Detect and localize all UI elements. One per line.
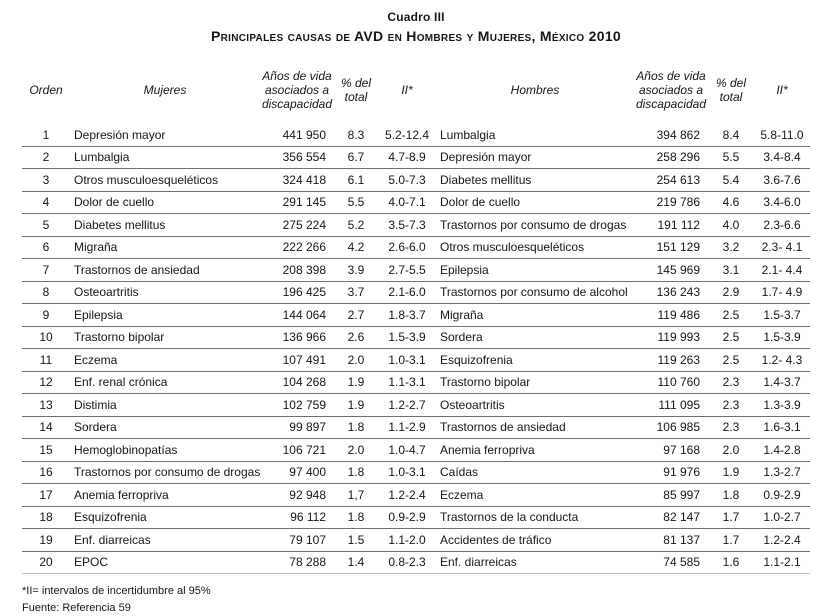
hombres-avd-cell: 85 997 bbox=[634, 488, 708, 502]
mujeres-causa-cell: Osteoartritis bbox=[70, 285, 260, 299]
table-row bbox=[22, 327, 810, 350]
mujeres-avd-cell: 275 224 bbox=[260, 218, 334, 232]
orden-cell: 12 bbox=[22, 375, 70, 389]
hombres-avd-cell: 110 760 bbox=[634, 375, 708, 389]
mujeres-ii-cell: 1.1-2.0 bbox=[378, 533, 436, 547]
orden-cell: 8 bbox=[22, 285, 70, 299]
mujeres-ii-cell: 1.2-2.7 bbox=[378, 398, 436, 412]
hombres-avd-cell: 151 129 bbox=[634, 240, 708, 254]
mujeres-avd-cell: 107 491 bbox=[260, 353, 334, 367]
orden-cell: 2 bbox=[22, 150, 70, 164]
mujeres-causa-cell: Lumbalgia bbox=[70, 150, 260, 164]
hombres-causa-cell: Diabetes mellitus bbox=[436, 173, 634, 187]
orden-cell: 1 bbox=[22, 128, 70, 142]
orden-cell: 13 bbox=[22, 398, 70, 412]
mujeres-avd-cell: 106 721 bbox=[260, 443, 334, 457]
mujeres-causa-cell: Otros musculoesqueléticos bbox=[70, 173, 260, 187]
hombres-avd-cell: 254 613 bbox=[634, 173, 708, 187]
mujeres-avd-cell: 99 897 bbox=[260, 420, 334, 434]
column-header-hombres: Hombres bbox=[436, 83, 634, 97]
mujeres-pct-cell: 1.8 bbox=[334, 465, 378, 479]
avd-table bbox=[22, 58, 810, 574]
mujeres-pct-cell: 3.9 bbox=[334, 263, 378, 277]
footnote-source: Fuente: Referencia 59 bbox=[22, 600, 810, 616]
mujeres-causa-cell: Enf. diarreicas bbox=[70, 533, 260, 547]
hombres-causa-cell: Caídas bbox=[436, 465, 634, 479]
mujeres-avd-cell: 78 288 bbox=[260, 555, 334, 569]
hombres-causa-cell: Accidentes de tráfico bbox=[436, 533, 634, 547]
hombres-causa-cell: Anemia ferropriva bbox=[436, 443, 634, 457]
hombres-causa-cell: Sordera bbox=[436, 330, 634, 344]
mujeres-avd-cell: 208 398 bbox=[260, 263, 334, 277]
hombres-avd-cell: 136 243 bbox=[634, 285, 708, 299]
hombres-pct-cell: 4.0 bbox=[708, 218, 754, 232]
hombres-pct-cell: 3.1 bbox=[708, 263, 754, 277]
column-header-pct-mujeres: % del total bbox=[334, 76, 378, 104]
table-row bbox=[22, 529, 810, 552]
mujeres-pct-cell: 1.8 bbox=[334, 510, 378, 524]
mujeres-avd-cell: 96 112 bbox=[260, 510, 334, 524]
mujeres-causa-cell: Depresión mayor bbox=[70, 128, 260, 142]
orden-cell: 4 bbox=[22, 195, 70, 209]
mujeres-causa-cell: Trastornos de ansiedad bbox=[70, 263, 260, 277]
mujeres-pct-cell: 1.4 bbox=[334, 555, 378, 569]
hombres-causa-cell: Trastornos por consumo de drogas bbox=[436, 218, 634, 232]
hombres-ii-cell: 1.5-3.9 bbox=[754, 330, 810, 344]
hombres-pct-cell: 8.4 bbox=[708, 128, 754, 142]
orden-cell: 5 bbox=[22, 218, 70, 232]
mujeres-pct-cell: 4.2 bbox=[334, 240, 378, 254]
hombres-causa-cell: Epilepsia bbox=[436, 263, 634, 277]
mujeres-ii-cell: 1.2-2.4 bbox=[378, 488, 436, 502]
hombres-pct-cell: 5.4 bbox=[708, 173, 754, 187]
hombres-ii-cell: 2.3-6.6 bbox=[754, 218, 810, 232]
hombres-avd-cell: 106 985 bbox=[634, 420, 708, 434]
column-header-pct-hombres: % del total bbox=[708, 76, 754, 104]
hombres-ii-cell: 1.5-3.7 bbox=[754, 308, 810, 322]
table-row bbox=[22, 237, 810, 260]
hombres-ii-cell: 3.6-7.6 bbox=[754, 173, 810, 187]
hombres-ii-cell: 5.8-11.0 bbox=[754, 128, 810, 142]
hombres-causa-cell: Migraña bbox=[436, 308, 634, 322]
hombres-avd-cell: 91 976 bbox=[634, 465, 708, 479]
orden-cell: 16 bbox=[22, 465, 70, 479]
table-row bbox=[22, 259, 810, 282]
hombres-pct-cell: 2.5 bbox=[708, 330, 754, 344]
orden-cell: 9 bbox=[22, 308, 70, 322]
mujeres-avd-cell: 222 266 bbox=[260, 240, 334, 254]
mujeres-avd-cell: 97 400 bbox=[260, 465, 334, 479]
table-number: Cuadro III bbox=[22, 10, 810, 24]
mujeres-pct-cell: 2.6 bbox=[334, 330, 378, 344]
hombres-pct-cell: 2.3 bbox=[708, 420, 754, 434]
table-row bbox=[22, 304, 810, 327]
mujeres-ii-cell: 1.0-3.1 bbox=[378, 465, 436, 479]
hombres-pct-cell: 4.6 bbox=[708, 195, 754, 209]
mujeres-ii-cell: 1.5-3.9 bbox=[378, 330, 436, 344]
hombres-causa-cell: Trastornos de ansiedad bbox=[436, 420, 634, 434]
hombres-avd-cell: 74 585 bbox=[634, 555, 708, 569]
mujeres-pct-cell: 1.9 bbox=[334, 375, 378, 389]
column-header-avd-mujeres: Años de vida asociados a discapacidad bbox=[260, 69, 334, 111]
orden-cell: 18 bbox=[22, 510, 70, 524]
hombres-causa-cell: Enf. diarreicas bbox=[436, 555, 634, 569]
hombres-causa-cell: Esquizofrenia bbox=[436, 353, 634, 367]
table-row bbox=[22, 124, 810, 147]
mujeres-ii-cell: 2.7-5.5 bbox=[378, 263, 436, 277]
mujeres-ii-cell: 1.1-3.1 bbox=[378, 375, 436, 389]
hombres-pct-cell: 1.7 bbox=[708, 533, 754, 547]
mujeres-pct-cell: 2.0 bbox=[334, 443, 378, 457]
hombres-causa-cell: Trastorno bipolar bbox=[436, 375, 634, 389]
mujeres-ii-cell: 1.1-2.9 bbox=[378, 420, 436, 434]
mujeres-ii-cell: 0.8-2.3 bbox=[378, 555, 436, 569]
hombres-pct-cell: 2.3 bbox=[708, 398, 754, 412]
column-header-ii-mujeres: II* bbox=[378, 83, 436, 97]
table-body bbox=[22, 124, 810, 574]
hombres-avd-cell: 97 168 bbox=[634, 443, 708, 457]
mujeres-ii-cell: 3.5-7.3 bbox=[378, 218, 436, 232]
table-row bbox=[22, 372, 810, 395]
hombres-ii-cell: 3.4-6.0 bbox=[754, 195, 810, 209]
table-row bbox=[22, 552, 810, 575]
hombres-avd-cell: 81 137 bbox=[634, 533, 708, 547]
hombres-causa-cell: Trastornos por consumo de alcohol bbox=[436, 285, 634, 299]
hombres-pct-cell: 5.5 bbox=[708, 150, 754, 164]
mujeres-causa-cell: Esquizofrenia bbox=[70, 510, 260, 524]
orden-cell: 11 bbox=[22, 353, 70, 367]
table-row bbox=[22, 282, 810, 305]
hombres-ii-cell: 2.1- 4.4 bbox=[754, 263, 810, 277]
mujeres-avd-cell: 356 554 bbox=[260, 150, 334, 164]
mujeres-avd-cell: 104 268 bbox=[260, 375, 334, 389]
mujeres-avd-cell: 196 425 bbox=[260, 285, 334, 299]
mujeres-avd-cell: 144 064 bbox=[260, 308, 334, 322]
mujeres-ii-cell: 2.6-6.0 bbox=[378, 240, 436, 254]
hombres-pct-cell: 2.5 bbox=[708, 308, 754, 322]
hombres-pct-cell: 2.0 bbox=[708, 443, 754, 457]
hombres-ii-cell: 1.0-2.7 bbox=[754, 510, 810, 524]
hombres-pct-cell: 3.2 bbox=[708, 240, 754, 254]
hombres-avd-cell: 394 862 bbox=[634, 128, 708, 142]
mujeres-ii-cell: 4.0-7.1 bbox=[378, 195, 436, 209]
hombres-ii-cell: 1.2- 4.3 bbox=[754, 353, 810, 367]
hombres-ii-cell: 1.6-3.1 bbox=[754, 420, 810, 434]
orden-cell: 6 bbox=[22, 240, 70, 254]
mujeres-pct-cell: 2.7 bbox=[334, 308, 378, 322]
hombres-ii-cell: 1.1-2.1 bbox=[754, 555, 810, 569]
table-row bbox=[22, 147, 810, 170]
mujeres-ii-cell: 0.9-2.9 bbox=[378, 510, 436, 524]
hombres-causa-cell: Trastornos de la conducta bbox=[436, 510, 634, 524]
column-header-mujeres: Mujeres bbox=[70, 83, 260, 97]
hombres-pct-cell: 1.9 bbox=[708, 465, 754, 479]
table-row bbox=[22, 349, 810, 372]
column-header-avd-hombres: Años de vida asociados a discapacidad bbox=[634, 69, 708, 111]
hombres-ii-cell: 1.4-3.7 bbox=[754, 375, 810, 389]
hombres-ii-cell: 2.3- 4.1 bbox=[754, 240, 810, 254]
hombres-pct-cell: 1.7 bbox=[708, 510, 754, 524]
hombres-causa-cell: Eczema bbox=[436, 488, 634, 502]
mujeres-causa-cell: EPOC bbox=[70, 555, 260, 569]
mujeres-ii-cell: 5.0-7.3 bbox=[378, 173, 436, 187]
hombres-avd-cell: 219 786 bbox=[634, 195, 708, 209]
mujeres-causa-cell: Trastorno bipolar bbox=[70, 330, 260, 344]
table-header-row bbox=[22, 58, 810, 124]
mujeres-pct-cell: 5.2 bbox=[334, 218, 378, 232]
mujeres-causa-cell: Sordera bbox=[70, 420, 260, 434]
table-footnotes bbox=[22, 583, 810, 616]
hombres-pct-cell: 2.5 bbox=[708, 353, 754, 367]
mujeres-ii-cell: 5.2-12.4 bbox=[378, 128, 436, 142]
hombres-ii-cell: 1.4-2.8 bbox=[754, 443, 810, 457]
table-caption bbox=[22, 10, 810, 44]
mujeres-causa-cell: Hemoglobinopatías bbox=[70, 443, 260, 457]
mujeres-causa-cell: Dolor de cuello bbox=[70, 195, 260, 209]
mujeres-causa-cell: Epilepsia bbox=[70, 308, 260, 322]
table-row bbox=[22, 507, 810, 530]
hombres-avd-cell: 145 969 bbox=[634, 263, 708, 277]
hombres-causa-cell: Lumbalgia bbox=[436, 128, 634, 142]
column-header-ii-hombres: II* bbox=[754, 83, 810, 97]
mujeres-avd-cell: 441 950 bbox=[260, 128, 334, 142]
mujeres-pct-cell: 3.7 bbox=[334, 285, 378, 299]
hombres-avd-cell: 111 095 bbox=[634, 398, 708, 412]
orden-cell: 14 bbox=[22, 420, 70, 434]
orden-cell: 10 bbox=[22, 330, 70, 344]
mujeres-causa-cell: Eczema bbox=[70, 353, 260, 367]
mujeres-pct-cell: 1.8 bbox=[334, 420, 378, 434]
orden-cell: 3 bbox=[22, 173, 70, 187]
mujeres-pct-cell: 5.5 bbox=[334, 195, 378, 209]
hombres-causa-cell: Otros musculoesqueléticos bbox=[436, 240, 634, 254]
table-row bbox=[22, 462, 810, 485]
page-title: Principales causas de AVD en Hombres y Mujeres, México 2010 bbox=[22, 28, 810, 44]
mujeres-pct-cell: 6.1 bbox=[334, 173, 378, 187]
mujeres-pct-cell: 2.0 bbox=[334, 353, 378, 367]
mujeres-avd-cell: 79 107 bbox=[260, 533, 334, 547]
mujeres-ii-cell: 2.1-6.0 bbox=[378, 285, 436, 299]
mujeres-pct-cell: 1,7 bbox=[334, 488, 378, 502]
mujeres-avd-cell: 136 966 bbox=[260, 330, 334, 344]
orden-cell: 20 bbox=[22, 555, 70, 569]
table-row bbox=[22, 169, 810, 192]
mujeres-ii-cell: 1.0-4.7 bbox=[378, 443, 436, 457]
mujeres-avd-cell: 92 948 bbox=[260, 488, 334, 502]
mujeres-pct-cell: 1.5 bbox=[334, 533, 378, 547]
hombres-causa-cell: Depresión mayor bbox=[436, 150, 634, 164]
column-header-orden: Orden bbox=[22, 83, 70, 97]
hombres-causa-cell: Osteoartritis bbox=[436, 398, 634, 412]
hombres-pct-cell: 1.8 bbox=[708, 488, 754, 502]
mujeres-avd-cell: 324 418 bbox=[260, 173, 334, 187]
mujeres-causa-cell: Trastornos por consumo de drogas bbox=[70, 465, 260, 479]
table-row bbox=[22, 214, 810, 237]
hombres-avd-cell: 191 112 bbox=[634, 218, 708, 232]
hombres-ii-cell: 1.2-2.4 bbox=[754, 533, 810, 547]
mujeres-pct-cell: 8.3 bbox=[334, 128, 378, 142]
orden-cell: 17 bbox=[22, 488, 70, 502]
hombres-ii-cell: 1.7- 4.9 bbox=[754, 285, 810, 299]
table-row bbox=[22, 417, 810, 440]
hombres-causa-cell: Dolor de cuello bbox=[436, 195, 634, 209]
hombres-ii-cell: 1.3-2.7 bbox=[754, 465, 810, 479]
hombres-ii-cell: 0.9-2.9 bbox=[754, 488, 810, 502]
hombres-avd-cell: 258 296 bbox=[634, 150, 708, 164]
footnote-ii-definition: *II= intervalos de incertidumbre al 95% bbox=[22, 583, 810, 600]
orden-cell: 7 bbox=[22, 263, 70, 277]
orden-cell: 15 bbox=[22, 443, 70, 457]
table-row bbox=[22, 394, 810, 417]
mujeres-causa-cell: Diabetes mellitus bbox=[70, 218, 260, 232]
mujeres-causa-cell: Anemia ferropriva bbox=[70, 488, 260, 502]
hombres-avd-cell: 119 993 bbox=[634, 330, 708, 344]
mujeres-causa-cell: Distimia bbox=[70, 398, 260, 412]
mujeres-causa-cell: Enf. renal crónica bbox=[70, 375, 260, 389]
hombres-pct-cell: 2.9 bbox=[708, 285, 754, 299]
hombres-avd-cell: 119 263 bbox=[634, 353, 708, 367]
hombres-ii-cell: 3.4-8.4 bbox=[754, 150, 810, 164]
hombres-pct-cell: 2.3 bbox=[708, 375, 754, 389]
hombres-avd-cell: 82 147 bbox=[634, 510, 708, 524]
mujeres-pct-cell: 6.7 bbox=[334, 150, 378, 164]
table-row bbox=[22, 192, 810, 215]
mujeres-avd-cell: 291 145 bbox=[260, 195, 334, 209]
hombres-ii-cell: 1.3-3.9 bbox=[754, 398, 810, 412]
mujeres-ii-cell: 4.7-8.9 bbox=[378, 150, 436, 164]
mujeres-avd-cell: 102 759 bbox=[260, 398, 334, 412]
hombres-avd-cell: 119 486 bbox=[634, 308, 708, 322]
mujeres-causa-cell: Migraña bbox=[70, 240, 260, 254]
orden-cell: 19 bbox=[22, 533, 70, 547]
hombres-pct-cell: 1.6 bbox=[708, 555, 754, 569]
table-row bbox=[22, 484, 810, 507]
table-row bbox=[22, 439, 810, 462]
mujeres-pct-cell: 1.9 bbox=[334, 398, 378, 412]
mujeres-ii-cell: 1.8-3.7 bbox=[378, 308, 436, 322]
mujeres-ii-cell: 1.0-3.1 bbox=[378, 353, 436, 367]
